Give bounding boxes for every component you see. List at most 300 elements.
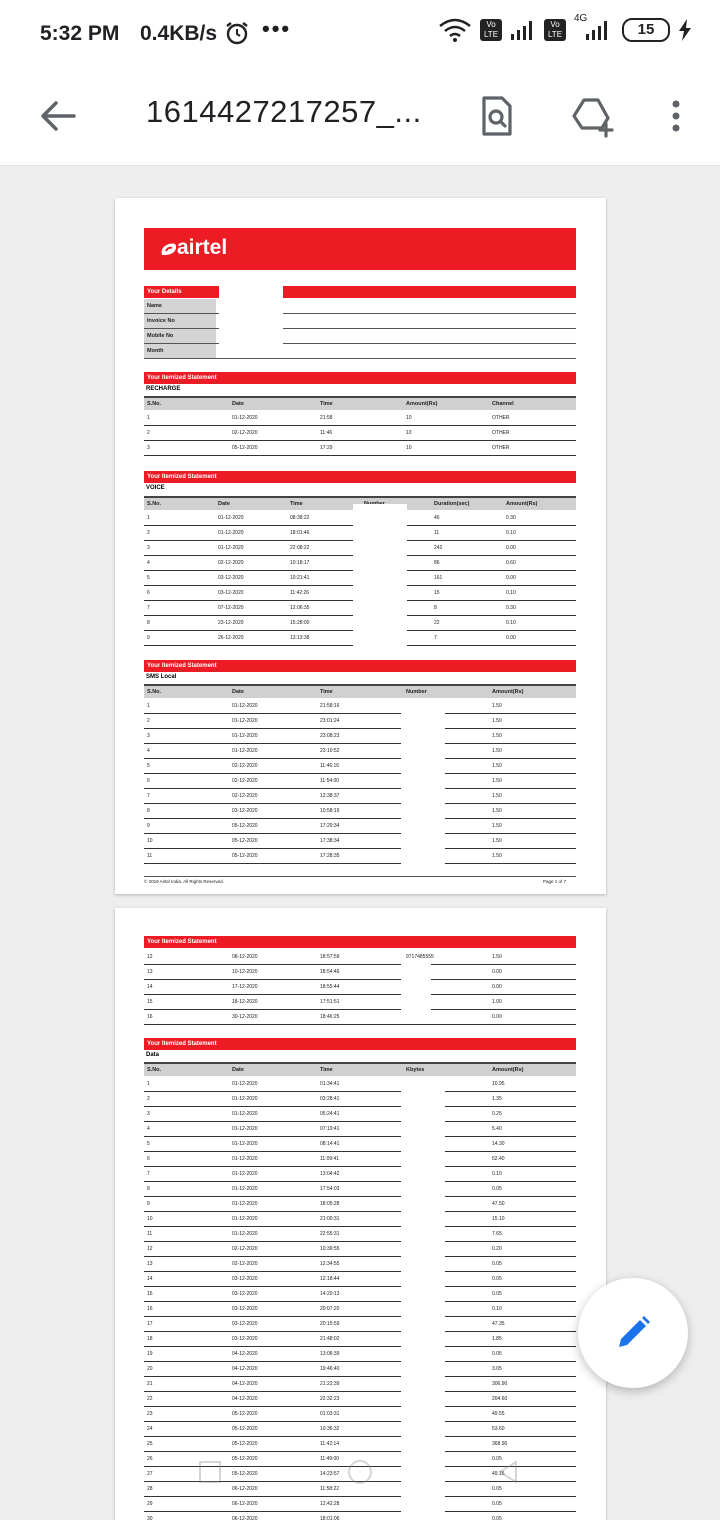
table-cell: 01-12-2020: [232, 703, 258, 709]
table-cell: 15: [147, 999, 153, 1005]
table-row: [144, 950, 576, 965]
table-cell: 05-12-2020: [232, 853, 258, 859]
table-cell: 7: [147, 793, 150, 799]
table-cell: 01-12-2020: [232, 415, 258, 421]
table-row: [144, 995, 576, 1010]
recharge-subtitle: RECHARGE: [146, 386, 181, 392]
nav-back-icon[interactable]: [496, 1460, 520, 1484]
table-cell: 05-12-2020: [232, 1471, 258, 1477]
table-cell: 03-12-2020: [232, 1306, 258, 1312]
table-cell: 18:54:46: [320, 969, 340, 975]
signal-icon: [510, 19, 536, 41]
table-cell: 0.05: [492, 1261, 502, 1267]
detail-label: Mobile No: [144, 329, 216, 343]
table-cell: 21:48:02: [320, 1336, 340, 1342]
table-row: [144, 789, 576, 804]
table-cell: 0.05: [492, 1486, 502, 1492]
table-cell: 05:24:41: [320, 1111, 340, 1117]
table-row: [144, 1010, 576, 1025]
table-cell: 204.60: [492, 1396, 508, 1402]
table-row: [144, 1512, 576, 1520]
table-cell: 0.00: [506, 635, 516, 641]
page-number: Page 1 of 7: [542, 879, 566, 884]
table-cell: OTHER: [492, 415, 510, 421]
voice-header: Your Itemized Statement: [144, 471, 576, 483]
table-row: [144, 1422, 576, 1437]
volte-icon-2: Vo LTE: [544, 19, 566, 41]
table-row: [144, 819, 576, 834]
detail-row: [144, 299, 576, 314]
table-cell: 0.10: [506, 620, 516, 626]
column-header: S.No.: [147, 1067, 162, 1073]
table-cell: 16: [147, 1306, 153, 1312]
table-cell: 15: [147, 1291, 153, 1297]
table-cell: 04-12-2020: [232, 1396, 258, 1402]
table-cell: 0.60: [506, 560, 516, 566]
table-row: [144, 965, 576, 980]
table-row: [144, 774, 576, 789]
column-header: Channel: [492, 401, 514, 407]
more-notifications-icon: •••: [262, 16, 292, 41]
column-header: Duration(sec): [434, 501, 470, 507]
table-cell: 15.10: [492, 1216, 505, 1222]
table-row: [144, 714, 576, 729]
table-cell: 17:29: [320, 445, 333, 451]
status-right-icons: [438, 13, 692, 42]
table-cell: 0.10: [492, 1306, 502, 1312]
table-row: [144, 1257, 576, 1272]
table-cell: 14.30: [492, 1141, 505, 1147]
table-cell: 242: [434, 545, 443, 551]
table-row: [144, 1242, 576, 1257]
table-row: [144, 1197, 576, 1212]
table-row: [144, 1122, 576, 1137]
table-cell: 17:54:03: [320, 1186, 340, 1192]
table-cell: 21:58: [320, 415, 333, 421]
detail-label: Month: [144, 344, 216, 358]
table-cell: 11: [147, 1231, 153, 1237]
table-cell: 7: [147, 605, 150, 611]
table-cell: 0.10: [506, 590, 516, 596]
table-cell: 8: [147, 1186, 150, 1192]
battery-icon: 15: [622, 18, 670, 42]
table-cell: 53.60: [492, 1426, 505, 1432]
table-row: [144, 1377, 576, 1392]
column-header: Kbytes: [406, 1067, 425, 1073]
copyright-text: © 2019 Airtel India. All Rights Reserved.: [144, 879, 224, 884]
table-cell: 01:34:41: [320, 1081, 340, 1087]
table-cell: 1.50: [492, 718, 502, 724]
table-cell: 12:18:44: [320, 1276, 340, 1282]
column-header: Time: [320, 401, 333, 407]
table-cell: 05-12-2020: [232, 1441, 258, 1447]
add-to-drive-icon[interactable]: [568, 92, 616, 140]
column-header: Date: [232, 689, 244, 695]
table-cell: 22:32:23: [320, 1396, 340, 1402]
table-cell: 4: [147, 560, 150, 566]
table-cell: 1: [147, 703, 150, 709]
table-cell: 18:01:06: [320, 1516, 340, 1520]
table-cell: 29: [147, 1501, 153, 1507]
table-row: [144, 1332, 576, 1347]
table-cell: 18: [147, 1336, 153, 1342]
table-cell: 03-12-2020: [232, 1321, 258, 1327]
table-cell: 18-12-2020: [232, 999, 258, 1005]
table-row: [144, 1362, 576, 1377]
table-cell: 10:18:17: [290, 560, 310, 566]
table-cell: 5: [147, 575, 150, 581]
column-header: Amount(Rs): [406, 401, 438, 407]
table-cell: 17:28:35: [320, 853, 340, 859]
table-cell: 11:42:14: [320, 1441, 340, 1447]
table-row: [144, 1092, 576, 1107]
table-cell: 8: [147, 620, 150, 626]
table-cell: 0.25: [492, 1111, 502, 1117]
pdf-page-1: [115, 198, 606, 894]
table-cell: 1.50: [492, 808, 502, 814]
search-document-icon[interactable]: [472, 92, 520, 140]
table-row: [144, 1152, 576, 1167]
table-row: [144, 1077, 576, 1092]
nav-recents-icon[interactable]: [198, 1460, 222, 1484]
table-cell: 05-12-2020: [232, 823, 258, 829]
table-cell: 11:58:22: [320, 1486, 340, 1492]
pencil-icon: [613, 1313, 653, 1353]
table-cell: 0.00: [492, 1014, 502, 1020]
table-row: [144, 1167, 576, 1182]
table-cell: 8: [147, 808, 150, 814]
table-row: [144, 411, 576, 426]
table-cell: 26-12-2020: [218, 635, 244, 641]
table-cell: 26: [147, 1456, 153, 1462]
table-cell: 6: [147, 1156, 150, 1162]
redacted-area: [401, 1078, 445, 1520]
column-header: Time: [290, 501, 303, 507]
table-cell: 0.00: [492, 984, 502, 990]
table-cell: 21: [147, 1381, 153, 1387]
document-title: 1614427217257_...: [146, 94, 422, 129]
status-time: 5:32 PM: [40, 22, 120, 45]
table-cell: 5: [147, 763, 150, 769]
table-cell: 02-12-2020: [232, 793, 258, 799]
table-row: [144, 1212, 576, 1227]
table-cell: 2: [147, 718, 150, 724]
table-cell: 49.15: [492, 1471, 505, 1477]
table-cell: 06-12-2020: [232, 1516, 258, 1520]
redacted-area: [353, 504, 407, 648]
table-cell: 0.10: [506, 530, 516, 536]
table-cell: 10: [147, 1216, 153, 1222]
table-cell: 19: [147, 1351, 153, 1357]
table-cell: 05-12-2020: [232, 838, 258, 844]
table-cell: 19:46:40: [320, 1366, 340, 1372]
table-cell: 08:14:41: [320, 1141, 340, 1147]
detail-row: [144, 314, 576, 329]
table-cell: 14:23:57: [320, 1471, 340, 1477]
table-cell: 05-12-2020: [232, 1456, 258, 1462]
signal-4g-icon: [574, 13, 614, 41]
table-cell: 23:08:23: [320, 733, 340, 739]
table-cell: 49.55: [492, 1411, 505, 1417]
table-cell: 10:39:55: [320, 1246, 340, 1252]
table-cell: 10: [147, 838, 153, 844]
redacted-area: [401, 700, 445, 870]
table-cell: 05-12-2020: [232, 1411, 258, 1417]
table-cell: 06-12-2020: [232, 1486, 258, 1492]
table-cell: 1.50: [492, 793, 502, 799]
table-cell: 0.05: [492, 1276, 502, 1282]
table-row: [144, 1392, 576, 1407]
table-cell: 04-12-2020: [232, 1366, 258, 1372]
detail-row: [144, 344, 576, 359]
table-row: [144, 1302, 576, 1317]
volte-icon: Vo LTE: [480, 19, 502, 41]
table-cell: 25: [147, 1441, 153, 1447]
table-cell: 0.00: [492, 969, 502, 975]
table-header: [144, 684, 576, 698]
table-cell: 5: [147, 1141, 150, 1147]
table-row: [144, 1287, 576, 1302]
table-cell: 0.10: [492, 1171, 502, 1177]
table-cell: 12:34:55: [320, 1261, 340, 1267]
redacted-area: [401, 964, 431, 1020]
table-cell: 02-12-2020: [232, 1246, 258, 1252]
table-cell: 3: [147, 733, 150, 739]
table-cell: 03-12-2020: [232, 1276, 258, 1282]
table-cell: 1: [147, 1081, 150, 1087]
table-cell: 22: [434, 620, 440, 626]
table-cell: 12: [147, 1246, 153, 1252]
table-row: [144, 834, 576, 849]
table-cell: 1.50: [492, 853, 502, 859]
table-row: [144, 1437, 576, 1452]
table-row: [144, 441, 576, 456]
table-cell: 20:15:59: [320, 1321, 340, 1327]
column-header: S.No.: [147, 689, 162, 695]
table-cell: 12:42:28: [320, 1501, 340, 1507]
table-cell: 0.00: [506, 545, 516, 551]
table-cell: 01-12-2020: [232, 718, 258, 724]
table-row: [144, 744, 576, 759]
charging-icon: [678, 19, 692, 41]
table-cell: 0.20: [492, 1246, 502, 1252]
table-cell: 24: [147, 1426, 153, 1432]
airtel-logo-banner: [144, 228, 576, 270]
table-cell: 05-12-2020: [232, 1426, 258, 1432]
table-row: [144, 980, 576, 995]
data-subtitle: Data: [146, 1052, 160, 1058]
column-header: Date: [218, 501, 230, 507]
table-cell: 21:58:16: [320, 703, 340, 709]
table-row: [144, 1182, 576, 1197]
table-cell: 11:09:41: [320, 1156, 340, 1162]
table-row: [144, 426, 576, 441]
column-header: Amount(Rs): [492, 689, 524, 695]
table-cell: 18:01:46: [290, 530, 310, 536]
table-header: [144, 396, 576, 410]
table-cell: 21:22:39: [320, 1381, 340, 1387]
table-cell: 86: [434, 560, 440, 566]
table-row: [144, 759, 576, 774]
table-cell: 0.30: [506, 605, 516, 611]
page-footer: [144, 876, 576, 884]
table-row: [144, 729, 576, 744]
table-cell: 3: [147, 445, 150, 451]
table-cell: 01-12-2020: [232, 1171, 258, 1177]
table-cell: 20:07:20: [320, 1306, 340, 1312]
table-cell: 0.05: [492, 1351, 502, 1357]
table-cell: 14: [147, 1276, 153, 1282]
table-cell: 08-12-2020: [232, 954, 258, 960]
table-cell: 14: [147, 984, 153, 990]
table-cell: 01-12-2020: [232, 1081, 258, 1087]
table-cell: 01-12-2020: [232, 1186, 258, 1192]
table-row: [144, 804, 576, 819]
table-cell: 16: [147, 1014, 153, 1020]
table-cell: 05-12-2020: [232, 445, 258, 451]
back-arrow-icon[interactable]: [34, 92, 82, 140]
table-cell: 01-12-2020: [232, 1141, 258, 1147]
table-cell: 46: [434, 515, 440, 521]
more-vert-icon[interactable]: [652, 92, 700, 140]
table-cell: 07:19:41: [320, 1126, 340, 1132]
table-cell: 01-12-2020: [232, 1126, 258, 1132]
wifi-icon: [438, 18, 472, 42]
table-cell: 01-12-2020: [232, 1201, 258, 1207]
table-cell: OTHER: [492, 430, 510, 436]
table-cell: OTHER: [492, 445, 510, 451]
table-row: [144, 1272, 576, 1287]
table-cell: 1: [147, 515, 150, 521]
table-cell: 7: [434, 635, 437, 641]
table-row: [144, 1407, 576, 1422]
detail-label: Invoice No: [144, 314, 216, 328]
table-cell: 03:28:41: [320, 1096, 340, 1102]
table-row: [144, 1497, 576, 1512]
table-cell: 0.30: [506, 515, 516, 521]
table-cell: 02-12-2020: [232, 430, 258, 436]
app-bar: [0, 70, 720, 166]
table-cell: 47.50: [492, 1201, 505, 1207]
detail-row: [144, 329, 576, 344]
table-cell: 11: [434, 530, 440, 536]
table-cell: 9: [147, 823, 150, 829]
table-cell: 23:10:52: [320, 748, 340, 754]
table-cell: 13:13:38: [290, 635, 310, 641]
table-cell: 11: [147, 853, 153, 859]
table-cell: 15:28:00: [290, 620, 310, 626]
data-header: Your Itemized Statement: [144, 1038, 576, 1050]
table-cell: 9717485555: [406, 954, 434, 960]
table-cell: 03-12-2020: [232, 1336, 258, 1342]
table-cell: 23: [147, 1411, 153, 1417]
table-cell: 5.40: [492, 1126, 502, 1132]
table-cell: 01-12-2020: [232, 1096, 258, 1102]
table-cell: 1.85: [492, 1336, 502, 1342]
table-cell: 6: [147, 590, 150, 596]
table-cell: 6: [147, 778, 150, 784]
table-cell: 1.50: [492, 778, 502, 784]
status-bar: [0, 0, 720, 70]
table-cell: 01-12-2020: [232, 1216, 258, 1222]
table-cell: 12:38:37: [320, 793, 340, 799]
table-cell: 30-12-2020: [232, 1014, 258, 1020]
table-cell: 0.00: [506, 575, 516, 581]
table-row: [144, 1107, 576, 1122]
table-cell: 20: [147, 1366, 153, 1372]
table-cell: 10-12-2020: [232, 969, 258, 975]
table-cell: 4: [147, 1126, 150, 1132]
table-cell: 27: [147, 1471, 153, 1477]
table-cell: 01-12-2020: [218, 545, 244, 551]
table-cell: 14:20:13: [320, 1291, 340, 1297]
table-cell: 13: [147, 1261, 153, 1267]
table-cell: 02-12-2020: [232, 1261, 258, 1267]
table-cell: 01-12-2020: [232, 1156, 258, 1162]
table-cell: 02-12-2020: [218, 560, 244, 566]
details-header: Your Details: [144, 286, 576, 298]
table-cell: 18:55:44: [320, 984, 340, 990]
table-cell: 22:08:22: [290, 545, 310, 551]
table-cell: 28: [147, 1486, 153, 1492]
table-cell: 9: [147, 1201, 150, 1207]
table-cell: 1.50: [492, 823, 502, 829]
table-cell: 17: [147, 1321, 153, 1327]
table-cell: 17:51:51: [320, 999, 340, 1005]
table-cell: 12:06:35: [290, 605, 310, 611]
table-row: [144, 1317, 576, 1332]
table-cell: 01-12-2020: [232, 1111, 258, 1117]
table-cell: 22: [147, 1396, 153, 1402]
table-cell: 11:54:00: [320, 778, 340, 784]
table-cell: 3.05: [492, 1366, 502, 1372]
column-header: Time: [320, 689, 333, 695]
table-cell: 03-12-2020: [232, 808, 258, 814]
table-cell: 10:21:41: [290, 575, 310, 581]
table-cell: 22:55:31: [320, 1231, 340, 1237]
network-type-label: 4G: [574, 13, 588, 24]
table-cell: 7: [147, 1171, 150, 1177]
redacted-area: [219, 286, 283, 358]
table-cell: 10: [406, 445, 412, 451]
table-cell: 11:46:16: [320, 763, 340, 769]
column-header: Date: [232, 1067, 244, 1073]
table-cell: 23-12-2020: [218, 620, 244, 626]
table-cell: 11:42:26: [290, 590, 310, 596]
nav-home-icon[interactable]: [346, 1458, 374, 1486]
table-cell: 3: [147, 545, 150, 551]
status-network-speed: 0.4KB/s: [140, 22, 218, 45]
table-cell: 01:03:31: [320, 1411, 340, 1417]
table-cell: 18:46:25: [320, 1014, 340, 1020]
table-cell: 9: [147, 635, 150, 641]
table-cell: 0.05: [492, 1291, 502, 1297]
table-cell: 306.90: [492, 1381, 508, 1387]
edit-fab-button[interactable]: [578, 1278, 688, 1388]
table-cell: 2: [147, 430, 150, 436]
table-cell: 368.90: [492, 1441, 508, 1447]
table-row: [144, 699, 576, 714]
table-cell: 161: [434, 575, 443, 581]
table-cell: 04-12-2020: [232, 1381, 258, 1387]
table-cell: 1.50: [492, 703, 502, 709]
table-cell: 02-12-2020: [232, 763, 258, 769]
table-cell: 30: [147, 1516, 153, 1520]
table-cell: 10: [406, 430, 412, 436]
table-cell: 01-12-2020: [232, 1231, 258, 1237]
sms-header: Your Itemized Statement: [144, 660, 576, 672]
airtel-logo-text: airtel: [177, 236, 228, 259]
